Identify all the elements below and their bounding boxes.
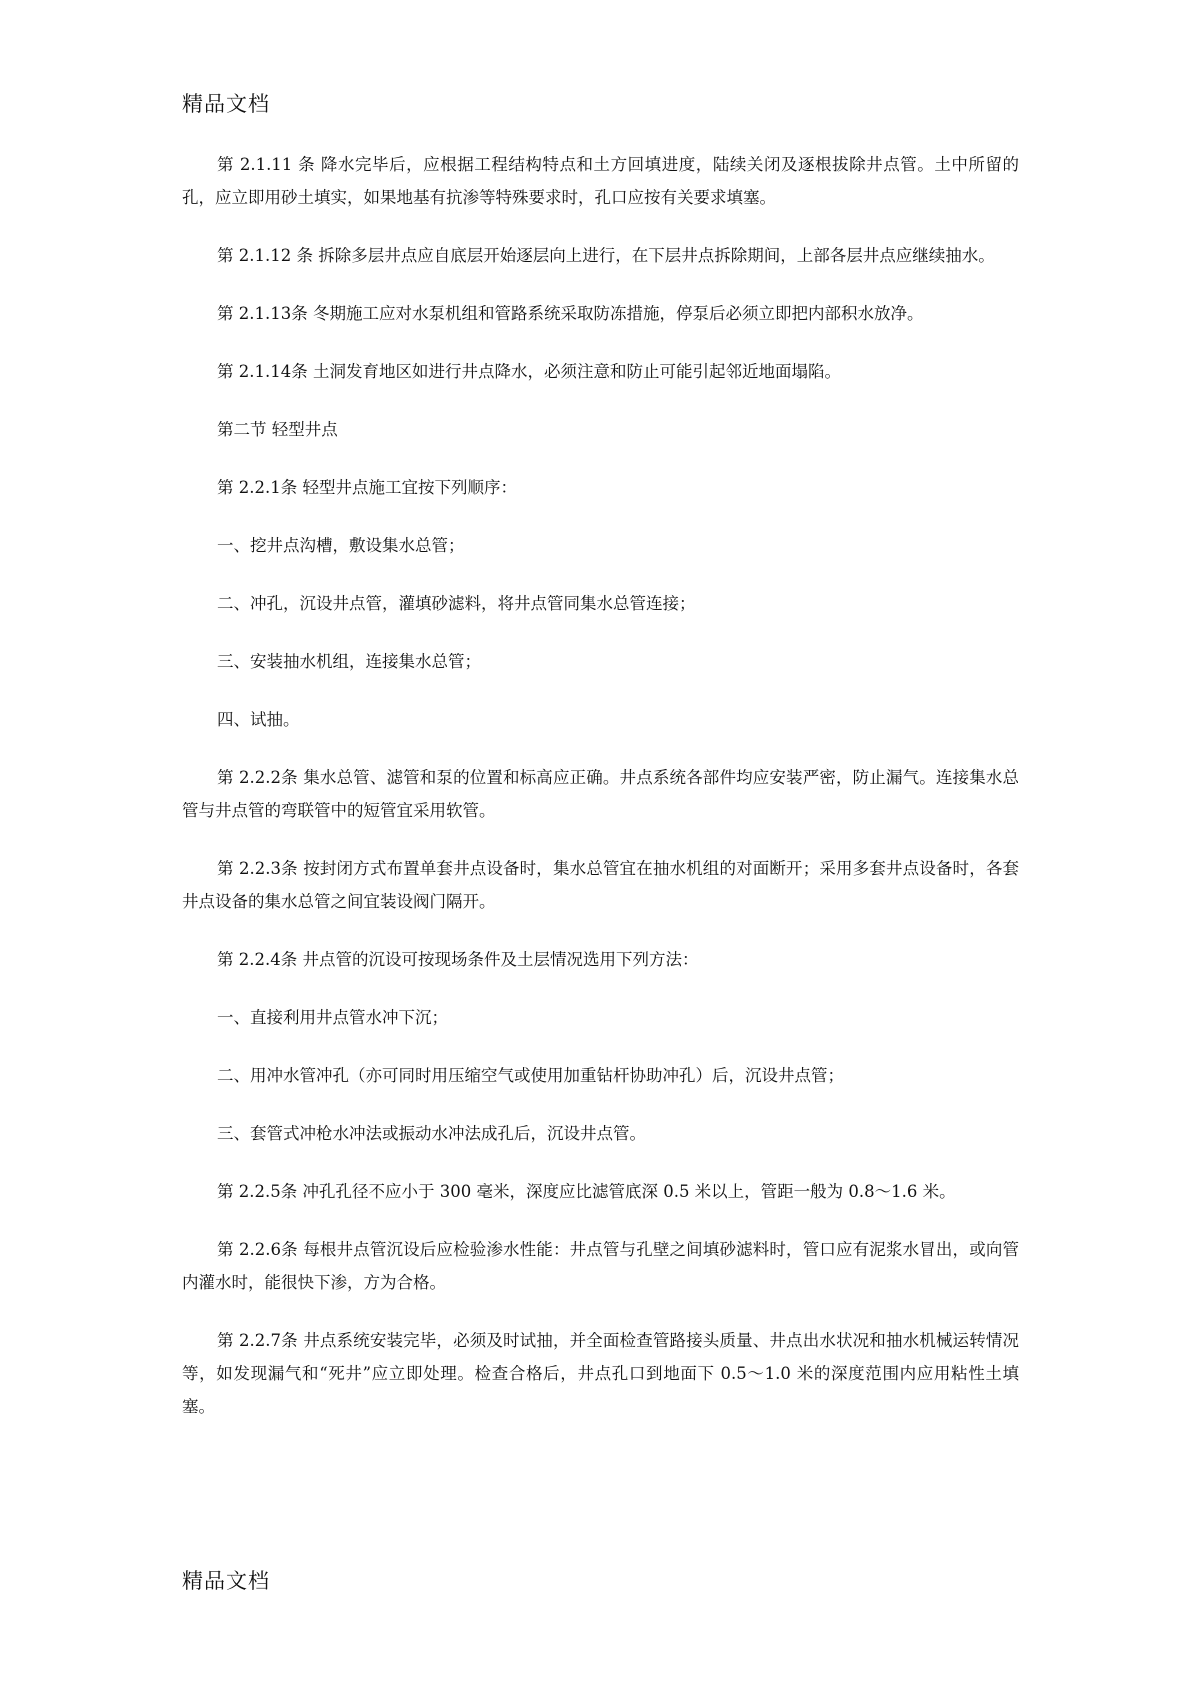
paragraph-2-2-6: 第 2.2.6条 每根井点管沉设后应检验渗水性能：井点管与孔壁之间填砂滤料时，管口应有泥浆水冒出，或向管内灌水时，能很快下渗，方为合格。	[182, 1240, 1019, 1292]
list-item: 一、直接利用井点管水冲下沉；	[217, 1008, 448, 1027]
list-item: 三、套管式冲枪水冲法或振动水冲法成孔后，沉设井点管。	[217, 1124, 646, 1143]
list-item: 三、安装抽水机组，连接集水总管；	[217, 652, 481, 671]
page-footer: 精品文档	[182, 1569, 270, 1593]
paragraph-2-2-4: 第 2.2.4条 井点管的沉设可按现场条件及土层情况选用下列方法：	[217, 950, 699, 969]
paragraph-2-1-13: 第 2.1.13条 冬期施工应对水泵机组和管路系统采取防冻措施，停泵后必须立即把内部积水放净。	[217, 304, 924, 323]
paragraph-2-1-12: 第 2.1.12 条 拆除多层井点应自底层开始逐层向上进行，在下层井点拆除期间，上部各层井点应继续抽水。	[217, 246, 995, 265]
paragraph-2-1-14: 第 2.1.14条 土洞发育地区如进行井点降水，必须注意和防止可能引起邻近地面塌陷。	[217, 362, 841, 381]
section-heading: 第二节 轻型井点	[217, 420, 338, 439]
list-item: 二、用冲水管冲孔（亦可同时用压缩空气或使用加重钻杆协助冲孔）后，沉设井点管；	[217, 1066, 844, 1085]
paragraph-2-2-3: 第 2.2.3条 按封闭方式布置单套井点设备时，集水总管宜在抽水机组的对面断开；采用多套井点设备时，各套井点设备的集水总管之间宜装设阀门隔开。	[182, 859, 1019, 911]
paragraph-2-1-11: 第 2.1.11 条 降水完毕后，应根据工程结构特点和土方回填进度，陆续关闭及逐根拔除井点管。土中所留的孔，应立即用砂土填实，如果地基有抗渗等特殊要求时，孔口应按有关要求填塞。	[182, 155, 1019, 207]
list-item: 一、挖井点沟槽，敷设集水总管；	[217, 536, 465, 555]
list-item: 四、试抽。	[217, 710, 300, 729]
paragraph-2-2-7: 第 2.2.7条 井点系统安装完毕，必须及时试抽，并全面检查管路接头质量、井点出水状况和抽水机械运转情况等，如发现漏气和“死井”应立即处理。检查合格后，井点孔口到地面下 0.5～1.0 米的深度范围内应用粘性土填塞。	[182, 1331, 1019, 1416]
paragraph-2-2-2: 第 2.2.2条 集水总管、滤管和泵的位置和标高应正确。井点系统各部件均应安装严密，防止漏气。连接集水总管与井点管的弯联管中的短管宜采用软管。	[182, 768, 1019, 820]
document-body	[182, 148, 1019, 1448]
paragraph-2-2-1: 第 2.2.1条 轻型井点施工宜按下列顺序：	[217, 478, 517, 497]
page-header: 精品文档	[182, 92, 270, 116]
list-item: 二、冲孔，沉设井点管，灌填砂滤料，将井点管同集水总管连接；	[217, 594, 696, 613]
paragraph-2-2-5: 第 2.2.5条 冲孔孔径不应小于 300 毫米，深度应比滤管底深 0.5 米以上，管距一般为 0.8～1.6 米。	[217, 1182, 956, 1201]
